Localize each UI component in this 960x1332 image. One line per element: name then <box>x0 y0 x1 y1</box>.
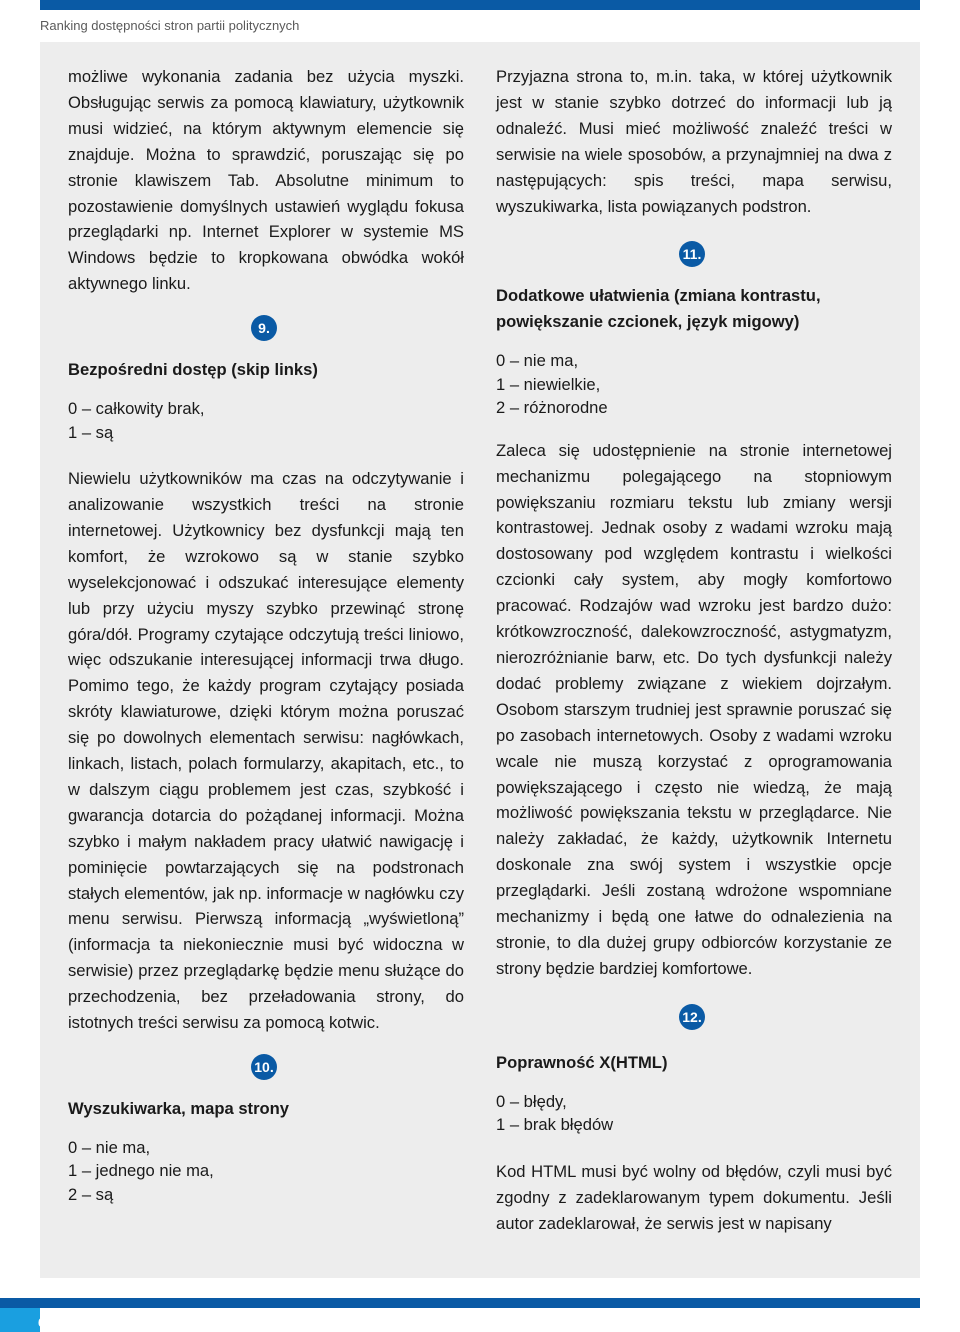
bottom-accent-bar <box>0 1298 920 1308</box>
section-11-number-row <box>496 241 892 269</box>
scale-item: 1 – jednego nie ma, <box>68 1161 214 1181</box>
section-12-title: Poprawność X(HTML) <box>496 1052 668 1072</box>
section-12-badge: 12. <box>679 1004 705 1030</box>
scale-item: 0 – całkowity brak, <box>68 399 205 419</box>
section-10-title: Wyszukiwarka, mapa strony <box>68 1099 290 1118</box>
right-intro-paragraph: Przyjazna strona to, m.in. taka, w której użytkownik jest w stanie szybko dotrzeć do informacji lub ją odnaleźć. Musi mieć możliwość znaleźć treści w serwisie na wiele sposobów, a przynajmniej na dwa z następujących: spis treści, mapa serwisu, wyszukiwarka, lista powiązanych podstron. <box>496 67 892 216</box>
left-column <box>68 64 464 1206</box>
section-11-title: Dodatkowe ułatwienia (zmiana kontrastu, powiększanie czcionek, język migowy) <box>496 286 821 332</box>
section-12-body: Kod HTML musi być wolny od błędów, czyli musi być zgodny z zadeklarowanym typem dokumentu. Jeśli autor zadeklarował, że serwis jest w napisany <box>496 1161 892 1233</box>
scale-item: 0 – nie ma, <box>496 351 579 371</box>
running-header: Ranking dostępności stron partii politycznych <box>40 18 300 33</box>
scale-item: 2 – są <box>68 1184 114 1204</box>
scale-item: 1 – brak błędów <box>496 1115 614 1135</box>
section-9-scale <box>68 397 464 444</box>
scale-item: 2 – różnorodne <box>496 398 608 418</box>
section-11-body: Zaleca się udostępnienie na stronie internetowej mechanizmu polegającego na stopniowym powiększaniu rozmiaru tekstu lub zmiany wersji kontrastowej. Jednak osoby z wadami wzroku mają dostosowany pod względem kontrastu i wielkości czcionki cały system, aby mogły komfortowo pracować. Rodzajów wad wzroku jest bardzo dużo: krótkowzroczność, dalekowzroczność, astygmatyzm, nierozróżnianie barw, etc. Do tych dysfunkcji należy dodać problemy związane z wiekiem dojrzałym. Osobom starszym trudniej jest sprawnie poruszać się po zasobach internetowych. Osoby z wadami wzroku wcale nie muszą korzystać z oprogramowania powiększającego i często nie wiedzą, że mają możliwość powiększania tekstu w przeglądarce. Nie należy zakładać, że każdy, użytkownik Internetu doskonale zna swój system i wszystkie opcje przeglądarki. Jeśli zostaną wdrożone wspomniane mechanizmy i będą one łatwe do odnalezienia na stronie, to dla dużej grupy odbiorców korzystanie ze strony będzie bardziej komfortowe. <box>496 440 892 978</box>
section-10-badge: 10. <box>251 1054 277 1080</box>
section-9-body: Niewielu użytkowników ma czas na odczytywanie i analizowanie wszystkich treści na stronie internetowej. Użytkownicy bez dysfunkcji mają ten komfort, że wzrokowo są w stanie szybko wyselekcjonować i odszukać interesujące elementy lub przy użyciu myszy szybko przewinąć stronę góra/dół. Programy czytające odczytują treści liniowo, więc odszukanie interesującej informacji trwa długo. Pomimo tego, że każdy program czytający posiada skróty klawiaturowe, dzięki którym można poruszać się po dowolnych elementach serwisu: nagłówkach, linkach, listach, polach formularzy, akapitach, etc., to w dalszym ciągu problemem jest czas, szybkość i gwarancja dotarcia do pożądanej informacji. Można szybko i małym nakładem pracy ułatwić nawigację i pominięcie powtarzających się na podstronach stałych elementów, jak np. informacje w nagłówku czy menu serwisu. Pierwszą informacją „wyświetloną” (informacja ta niekoniecznie musi być widoczna w serwisie) przez przeglądarkę będzie menu służące do przechodzenia, bez przeładowania strony, do istotnych treści serwisu za pomocą kotwic. <box>68 469 464 1033</box>
top-accent-bar <box>40 0 920 10</box>
section-9-badge: 9. <box>251 315 277 341</box>
section-11-scale <box>496 349 892 420</box>
section-10-number-row <box>68 1054 464 1082</box>
left-intro-paragraph: możliwe wykonania zadania bez użycia myszki. Obsługując serwis za pomocą klawiatury, użytkownik musi widzieć, na którym aktywnym elemencie się znajduje. Można to sprawdzić, poruszając się po stronie klawiszem Tab. Absolutne minimum to pozostawienie domyślnych ustawień wyglądu fokusa przeglądarki np. Internet Explorer w systemie MS Windows będzie to kropkowana obwódka wokół aktywnego linku. <box>68 67 464 294</box>
section-9-title: Bezpośredni dostęp (skip links) <box>68 360 318 380</box>
section-9-number-row <box>68 315 464 343</box>
section-10-scale <box>68 1136 464 1207</box>
scale-item: 1 – są <box>68 422 114 442</box>
scale-item: 1 – niewielkie, <box>496 374 601 394</box>
right-column <box>496 64 892 1236</box>
section-12-scale <box>496 1090 892 1137</box>
section-12-number-row <box>496 1004 892 1032</box>
page-number-tab <box>0 1308 40 1332</box>
scale-item: 0 – błędy, <box>496 1091 567 1111</box>
page-number: 6 <box>38 1315 46 1330</box>
section-11-badge: 11. <box>679 241 705 267</box>
scale-item: 0 – nie ma, <box>68 1137 151 1157</box>
